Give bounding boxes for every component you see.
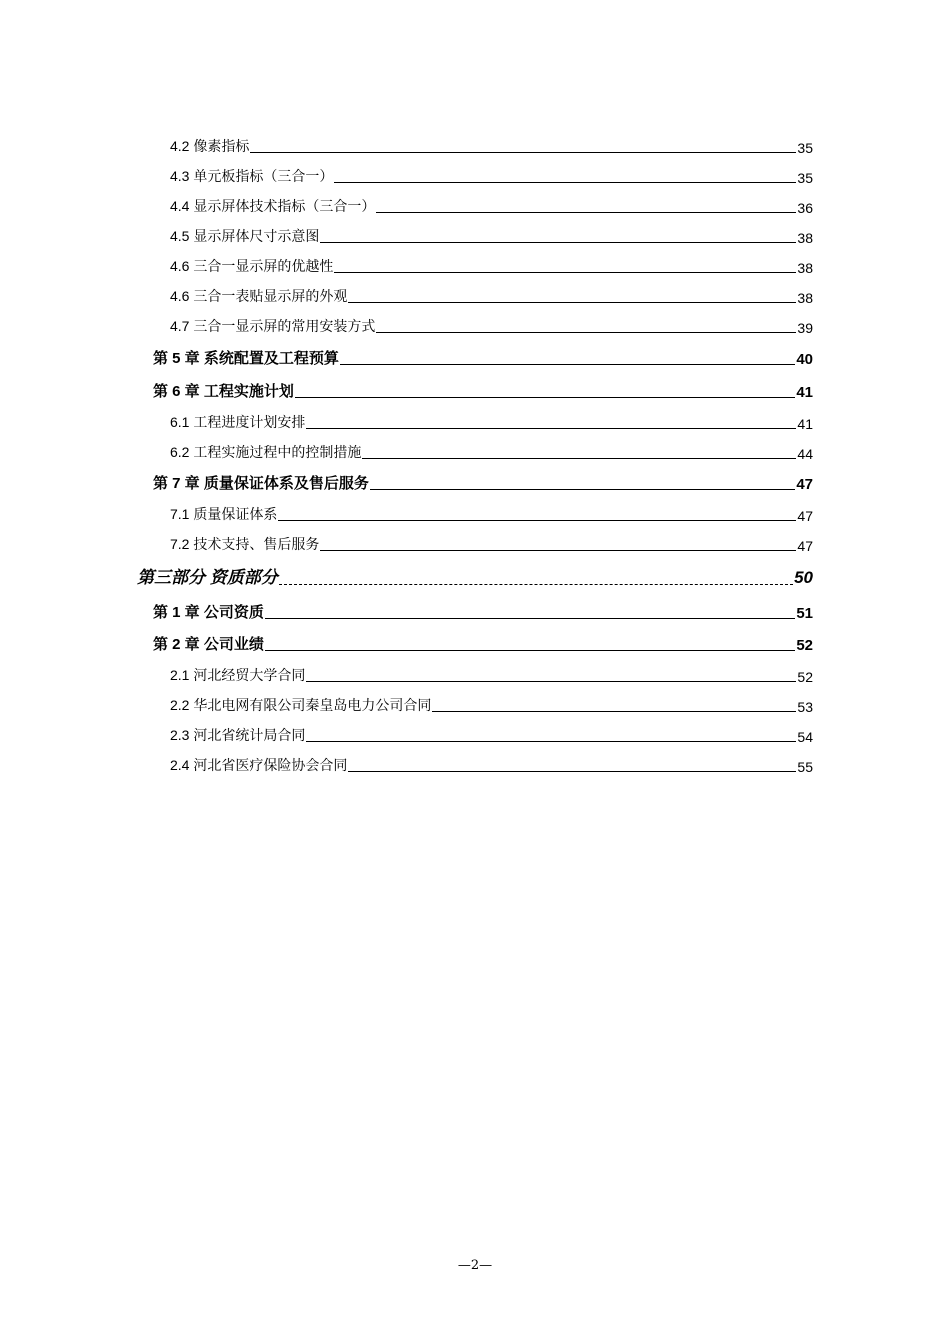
toc-entry-title: 第 7 章 质量保证体系及售后服务 [153,475,369,492]
toc-entry-page: 47 [797,538,813,554]
toc-entry[interactable] [170,226,813,246]
toc-leader [320,241,796,243]
toc-leader [348,301,796,303]
toc-entry[interactable] [170,412,813,432]
toc-entry-title: 第三部分 资质部分 [137,568,278,587]
toc-entry[interactable] [170,196,813,216]
toc-leader [376,211,796,213]
toc-entry-page: 35 [797,170,813,186]
toc-leader [334,271,796,273]
toc-entry-page: 38 [797,290,813,306]
toc-leader [278,519,796,521]
toc-leader [376,331,796,333]
toc-entry-page: 47 [796,476,813,493]
toc-entry[interactable] [153,346,813,368]
toc-entry-page: 52 [796,637,813,654]
toc-entry-page: 50 [794,568,813,587]
toc-entry-title: 2.4 河北省医疗保险协会合同 [170,757,348,773]
toc-entry-page: 39 [797,320,813,336]
toc-entry[interactable] [170,695,813,715]
toc-leader [320,549,796,551]
toc-entry[interactable] [170,534,813,554]
toc-entry-title: 4.6 三合一表贴显示屏的外观 [170,288,348,304]
toc-entry-title: 2.2 华北电网有限公司秦皇岛电力公司合同 [170,697,432,713]
toc-entry-page: 54 [797,729,813,745]
toc-entry[interactable] [170,725,813,745]
toc-leader [370,488,795,490]
toc-leader [295,396,795,398]
toc-entry-page: 41 [796,384,813,401]
toc-leader [306,740,796,742]
toc-entry-page: 38 [797,260,813,276]
toc-entry-title: 4.6 三合一显示屏的优越性 [170,258,334,274]
toc-entry-page: 52 [797,669,813,685]
toc-leader [265,617,795,619]
toc-entry[interactable] [170,665,813,685]
toc-entry[interactable] [170,166,813,186]
toc-entry-title: 6.2 工程实施过程中的控制措施 [170,444,362,460]
toc-entry-title: 7.2 技术支持、售后服务 [170,536,320,552]
toc-entry-page: 44 [797,446,813,462]
toc-leader [362,457,796,459]
page-number: —2— [457,1258,493,1273]
toc-leader [348,770,796,772]
toc-entry[interactable] [170,316,813,336]
toc-entry-page: 47 [797,508,813,524]
toc-entry-page: 51 [796,605,813,622]
toc-entry-page: 55 [797,759,813,775]
toc-entry-title: 4.3 单元板指标（三合一） [170,168,334,184]
toc-entry[interactable] [170,755,813,775]
toc-entry-title: 4.2 像素指标 [170,138,250,154]
toc-entry[interactable] [170,442,813,462]
toc-entry[interactable] [153,632,813,654]
toc-entry-page: 35 [797,140,813,156]
toc-entry[interactable] [170,504,813,524]
toc-leader [279,583,793,585]
toc-part-entry[interactable] [137,564,813,588]
toc-entry-title: 2.3 河北省统计局合同 [170,727,306,743]
toc-entry-page: 36 [797,200,813,216]
toc-entry-title: 4.7 三合一显示屏的常用安装方式 [170,318,376,334]
toc-entry[interactable] [153,600,813,622]
toc-entry-title: 第 1 章 公司资质 [153,604,264,621]
toc-entry-title: 4.4 显示屏体技术指标（三合一） [170,198,376,214]
toc-entry[interactable] [170,286,813,306]
toc-entry-page: 40 [796,351,813,368]
toc-entry[interactable] [170,136,813,156]
toc-leader [250,151,796,153]
toc-entry-title: 第 2 章 公司业绩 [153,636,264,653]
toc-entry-page: 53 [797,699,813,715]
toc-entry-title: 第 5 章 系统配置及工程预算 [153,350,339,367]
toc-entry[interactable] [153,379,813,401]
toc-entry-page: 38 [797,230,813,246]
toc-entry-title: 2.1 河北经贸大学合同 [170,667,306,683]
toc-leader [340,363,795,365]
toc-entry-title: 6.1 工程进度计划安排 [170,414,306,430]
toc-leader [432,710,796,712]
toc-entry[interactable] [170,256,813,276]
toc-entry-title: 7.1 质量保证体系 [170,506,278,522]
toc-entry-title: 4.5 显示屏体尺寸示意图 [170,228,320,244]
toc-leader [306,680,796,682]
toc-entry-page: 41 [797,416,813,432]
toc-leader [265,649,795,651]
toc-entry[interactable] [153,471,813,493]
toc-leader [334,181,796,183]
toc-leader [306,427,796,429]
toc-entry-title: 第 6 章 工程实施计划 [153,383,294,400]
